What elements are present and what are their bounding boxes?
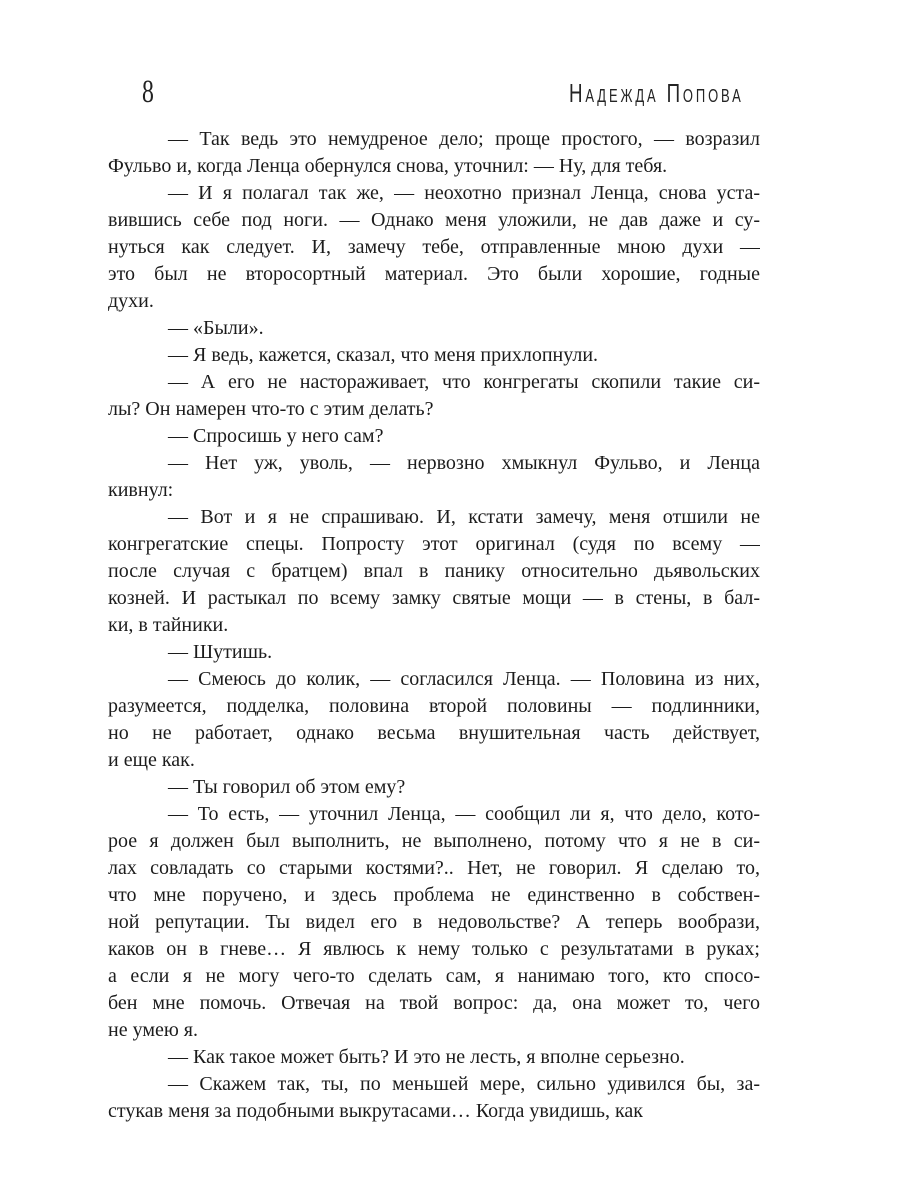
text-line: — Ты говорил об этом ему?	[168, 776, 406, 798]
text-line: конгрегатские спецы. Попросту этот оригинал (судя по всему —	[108, 533, 760, 555]
text-line: — Так ведь это немудреное дело; проще простого, — возразил	[168, 128, 760, 150]
paragraph	[108, 666, 760, 774]
paragraph	[108, 450, 760, 504]
text-line: нуться как следует. И, замечу тебе, отправленные мною духи —	[108, 236, 760, 258]
text-line: Фульво и, когда Ленца обернулся снова, уточнил: — Ну, для тебя.	[108, 155, 668, 177]
text-line: — Шутишь.	[168, 641, 273, 663]
page-header	[108, 76, 760, 109]
text-line: кивнул:	[108, 479, 174, 501]
text-line: — А его не настораживает, что конгрегаты скопили такие си-	[168, 371, 760, 393]
text-line: — То есть, — уточнил Ленца, — сообщил ли я, что дело, кото-	[168, 803, 760, 825]
text-line: разумеется, подделка, половина второй половины — подлинники,	[108, 695, 760, 717]
text-line: козней. И растыкал по всему замку святые мощи — в стены, в бал-	[108, 587, 760, 609]
paragraph	[108, 1071, 760, 1125]
text-block	[108, 126, 760, 1125]
text-line: вившись себе под ноги. — Однако меня уложили, не дав даже и су-	[108, 209, 760, 231]
text-line: — Скажем так, ты, по меньшей мере, сильно удивился бы, за-	[168, 1073, 760, 1095]
text-line: это был не второсортный материал. Это были хорошие, годные	[108, 263, 760, 285]
text-line: а если я не могу чего-то сделать сам, я нанимаю того, кто спосо-	[108, 965, 760, 987]
text-line: рое я должен был выполнить, не выполнено, потому что я не в си-	[108, 830, 760, 852]
text-line: и еще как.	[108, 749, 195, 771]
paragraph	[108, 639, 760, 666]
paragraph	[108, 369, 760, 423]
text-line: ной репутации. Ты видел его в недовольстве? А теперь вообрази,	[108, 911, 760, 933]
text-line: бен мне помочь. Отвечая на твой вопрос: да, она может то, чего	[108, 992, 760, 1014]
text-line: — Вот и я не спрашиваю. И, кстати замечу, меня отшили не	[168, 506, 760, 528]
paragraph	[108, 180, 760, 315]
text-line: — «Были».	[168, 317, 264, 339]
running-head-author: Надежда Попова	[569, 78, 744, 108]
text-line: не умею я.	[108, 1019, 198, 1041]
paragraph	[108, 504, 760, 639]
paragraph	[108, 801, 760, 1044]
text-line: — Как такое может быть? И это не лесть, я вполне серьезно.	[168, 1046, 685, 1068]
text-line: стукав меня за подобными выкрутасами… Когда увидишь, как	[108, 1100, 643, 1122]
paragraph	[108, 126, 760, 180]
text-line: лы? Он намерен что-то с этим делать?	[108, 398, 434, 420]
text-line: ки, в тайники.	[108, 614, 229, 636]
paragraph	[108, 342, 760, 369]
text-line: после случая с братцем) впал в панику относительно дьявольских	[108, 560, 760, 582]
text-line: — Спросишь у него сам?	[168, 425, 384, 447]
page-number: 8	[142, 74, 154, 110]
text-line: каков он в гневе… Я явлюсь к нему только с результатами в руках;	[108, 938, 760, 960]
text-line: лах совладать со старыми костями?.. Нет, не говорил. Я сделаю то,	[108, 857, 760, 879]
paragraph	[108, 774, 760, 801]
paragraph	[108, 423, 760, 450]
text-line: — Смеюсь до колик, — согласился Ленца. — Половина из них,	[168, 668, 760, 690]
text-line: — Я ведь, кажется, сказал, что меня прихлопнули.	[168, 344, 599, 366]
paragraph	[108, 315, 760, 342]
text-line: — И я полагал так же, — неохотно признал Ленца, снова уста-	[168, 182, 760, 204]
text-line: духи.	[108, 290, 154, 312]
text-line: — Нет уж, уволь, — нервозно хмыкнул Фульво, и Ленца	[168, 452, 760, 474]
paragraph	[108, 1044, 760, 1071]
text-line: но не работает, однако весьма внушительная часть действует,	[108, 722, 760, 744]
text-line: что мне поручено, и здесь проблема не единственно в собствен-	[108, 884, 760, 906]
